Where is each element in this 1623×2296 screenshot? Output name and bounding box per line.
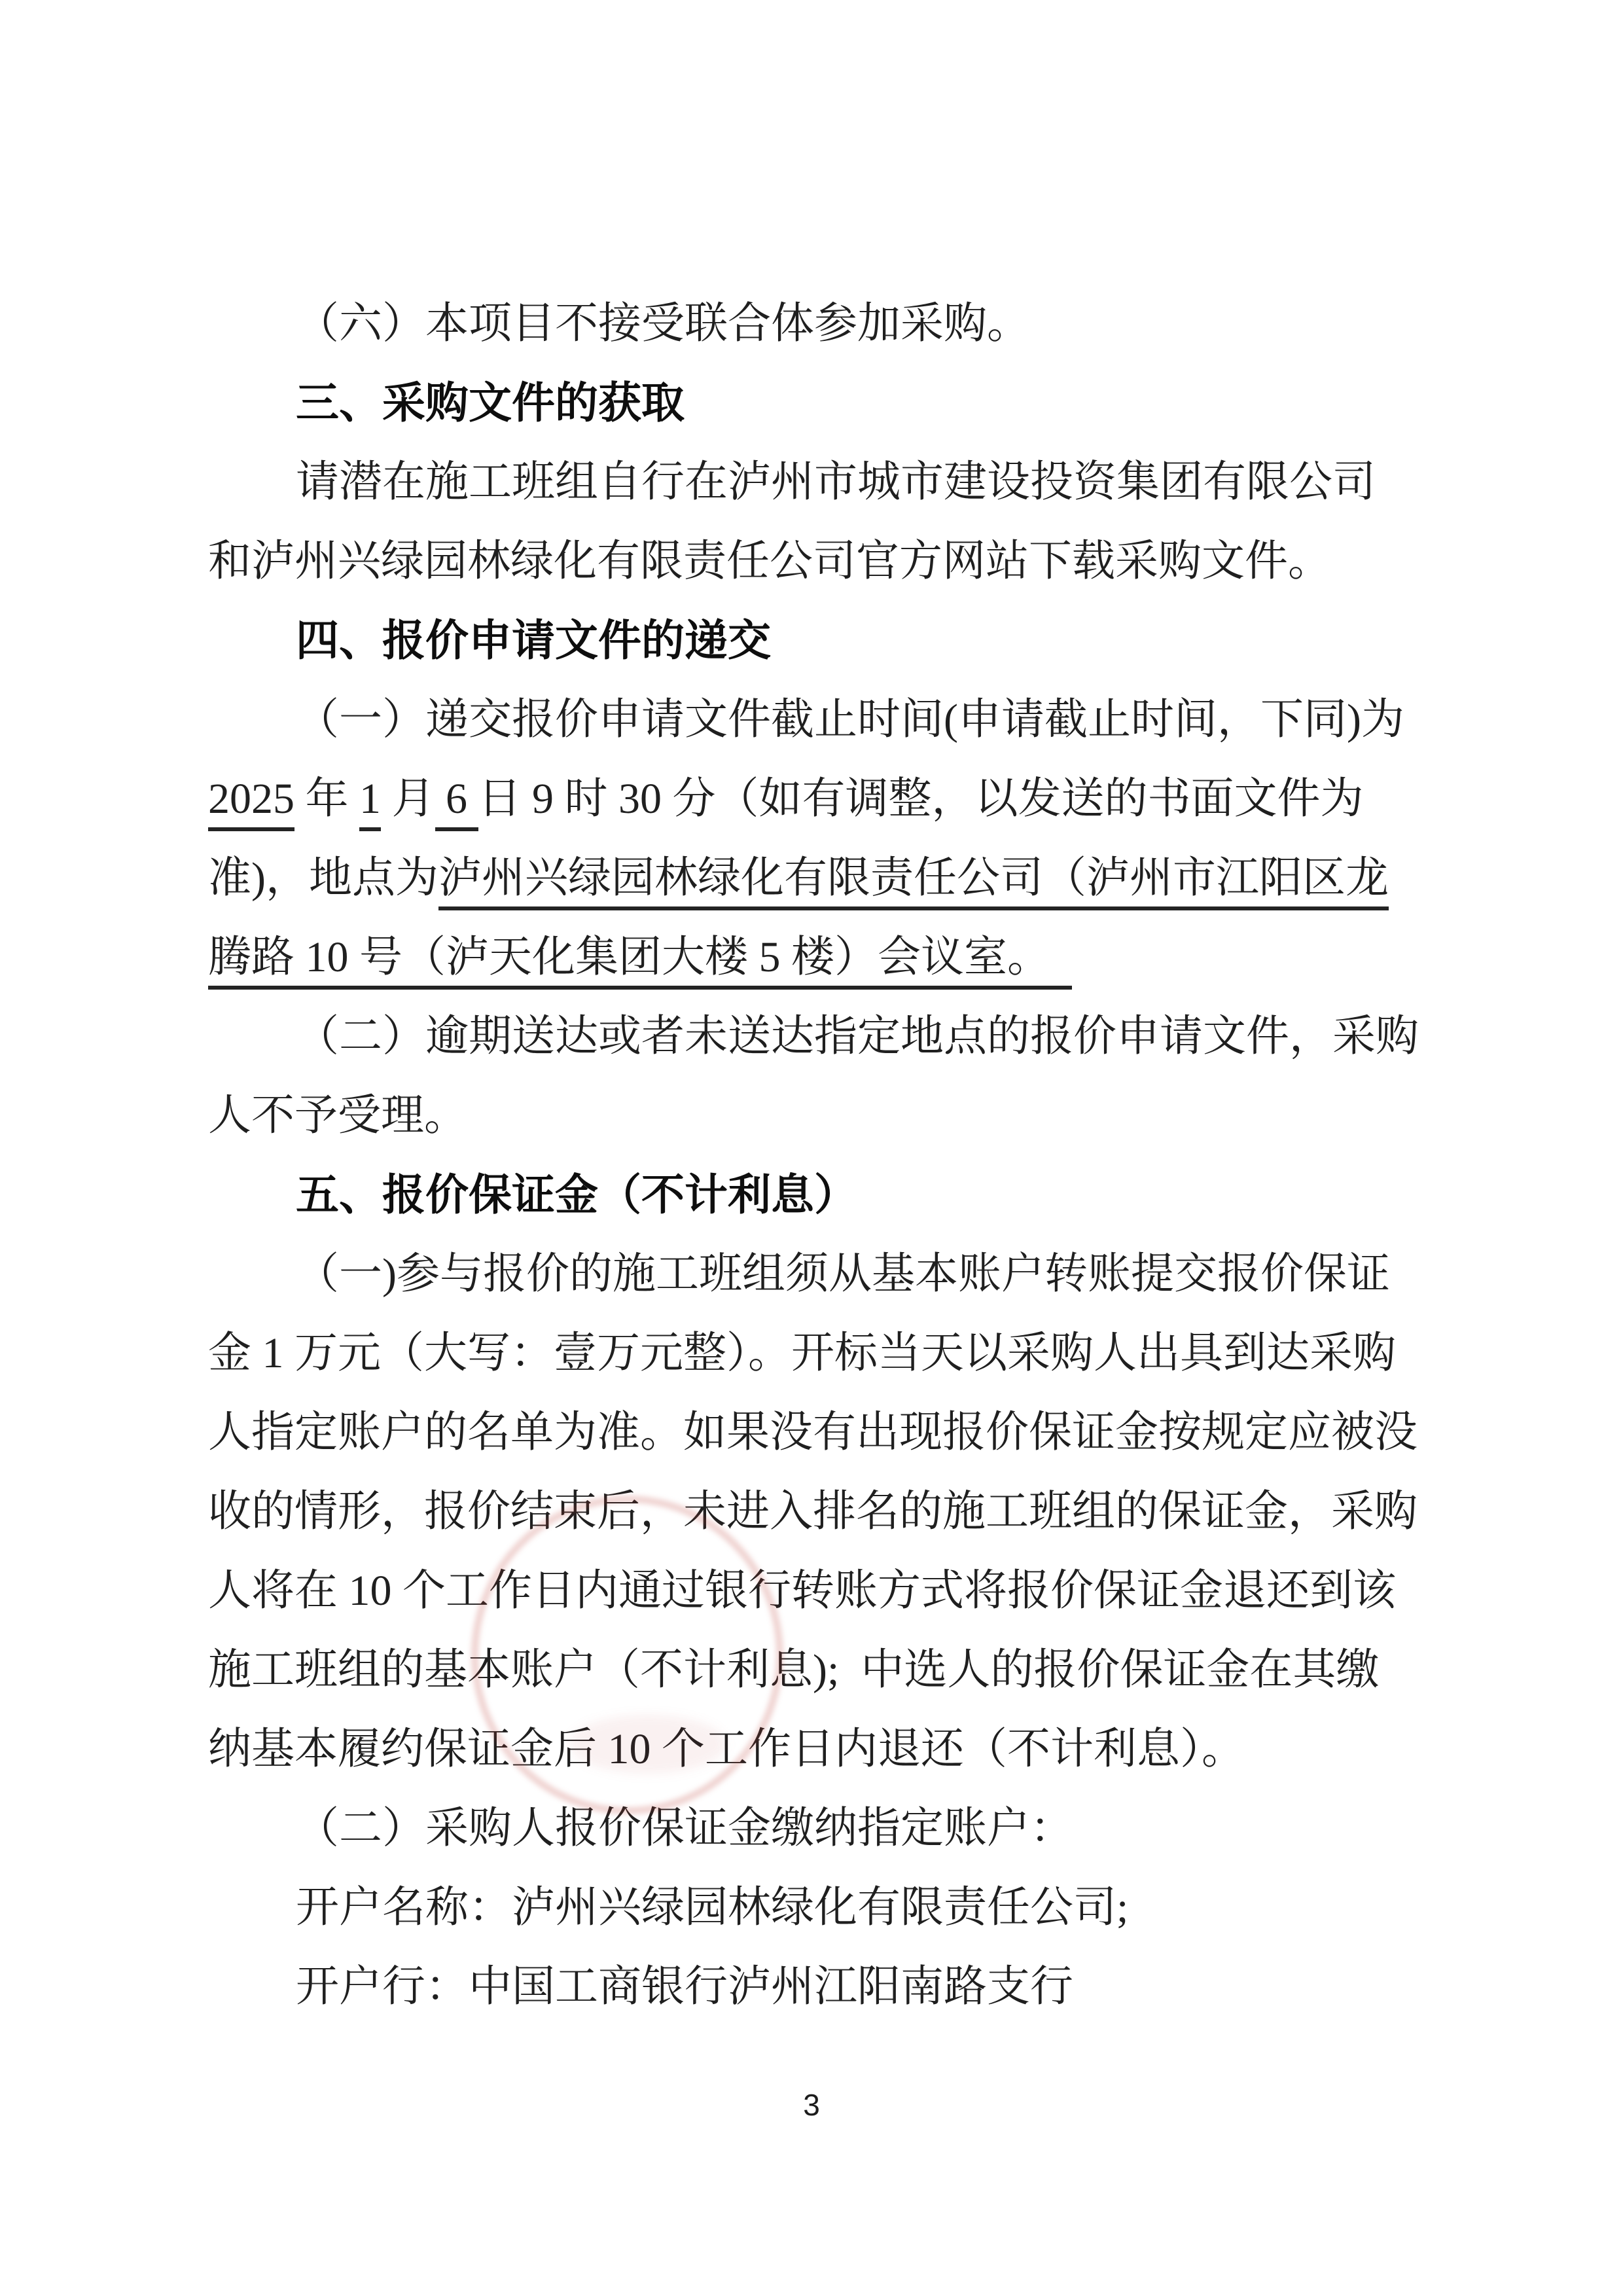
text-segment: 五、报价保证金（不计利息） <box>296 1170 857 1219</box>
para-deadline-line-1 <box>208 680 1420 759</box>
para-late-delivery-line-2 <box>208 1076 1420 1155</box>
underlined-text-segment: 2025 <box>208 775 294 831</box>
text-segment: 准)，地点为 <box>208 854 438 902</box>
para-deadline-line-4 <box>208 918 1420 997</box>
para-bond-line-6 <box>208 1630 1420 1710</box>
text-segment: （六）本项目不接受联合体参加采购。 <box>296 300 1030 348</box>
text-segment: 请潜在施工班组自行在泸州市城市建设投资集团有限公司 <box>296 458 1376 506</box>
text-segment: （二）采购人报价保证金缴纳指定账户： <box>296 1804 1073 1852</box>
para-account-bank <box>208 1947 1420 2026</box>
text-segment: （一)参与报价的施工班组须从基本账户转账提交报价保证 <box>296 1250 1390 1298</box>
heading-3-document-acquisition <box>208 363 1420 442</box>
underlined-text-segment: 泸州兴绿园林绿化有限责任公司（泸州市江阳区龙 <box>438 854 1389 910</box>
text-segment: 金 1 万元（大写：壹万元整）。开标当天以采购人出具到达采购 <box>208 1329 1396 1377</box>
heading-4-submission <box>208 601 1420 680</box>
text-segment: 年 <box>294 775 359 823</box>
text-segment: 和泸州兴绿园林绿化有限责任公司官方网站下载采购文件。 <box>208 537 1331 585</box>
text-segment: 四、报价申请文件的递交 <box>296 616 771 664</box>
text-segment: （一）递交报价申请文件截止时间(申请截止时间，下同)为 <box>296 696 1404 744</box>
text-segment: 施工班组的基本账户（不计利息); 中选人的报价保证金在其缴 <box>208 1646 1380 1694</box>
para-bond-line-1 <box>208 1234 1420 1314</box>
para-deadline-line-2 <box>208 759 1420 838</box>
underlined-text-segment: 1 <box>359 775 381 831</box>
para-account-name <box>208 1868 1420 1947</box>
text-segment: 人指定账户的名单为准。如果没有出现报价保证金按规定应被没 <box>208 1408 1418 1456</box>
text-segment: 收的情形，报价结束后，未进入排名的施工班组的保证金，采购 <box>208 1488 1418 1535</box>
text-segment: 人将在 10 个工作日内通过银行转账方式将报价保证金退还到该 <box>208 1567 1396 1615</box>
para-6-no-consortium <box>208 284 1420 363</box>
underlined-text-segment: 6 <box>435 775 478 831</box>
text-segment: 三、采购文件的获取 <box>296 378 685 427</box>
para-acquisition-line-1 <box>208 442 1420 522</box>
text-segment: （二）逾期送达或者未送达指定地点的报价申请文件，采购 <box>296 1013 1419 1060</box>
para-bond-line-5 <box>208 1551 1420 1630</box>
heading-5-bid-bond <box>208 1155 1420 1234</box>
para-deadline-line-3 <box>208 838 1420 918</box>
para-late-delivery-line-1 <box>208 997 1420 1076</box>
text-segment: 开户名称：泸州兴绿园林绿化有限责任公司; <box>296 1884 1129 1931</box>
page-number: 3 <box>803 2088 820 2122</box>
document-lines <box>208 284 1420 2026</box>
underlined-text-segment: 腾路 10 号（泸天化集团大楼 5 楼）会议室。 <box>208 933 1029 990</box>
para-bond-account-title <box>208 1789 1420 1868</box>
underlined-text-segment <box>1029 933 1072 990</box>
para-bond-line-2 <box>208 1314 1420 1393</box>
text-segment: 日 <box>478 775 532 823</box>
text-segment: 纳基本履约保证金后 10 个工作日内退还（不计利息）。 <box>208 1725 1245 1773</box>
para-bond-line-3 <box>208 1393 1420 1472</box>
text-segment: 月 <box>381 775 435 823</box>
text-segment: 9 时 30 分（如有调整，以发送的书面文件为 <box>532 775 1364 823</box>
text-segment: 开户行：中国工商银行泸州江阳南路支行 <box>296 1963 1073 2011</box>
para-acquisition-line-2 <box>208 522 1420 601</box>
para-bond-line-4 <box>208 1472 1420 1551</box>
text-segment: 人不予受理。 <box>208 1092 467 1139</box>
para-bond-line-7 <box>208 1710 1420 1789</box>
